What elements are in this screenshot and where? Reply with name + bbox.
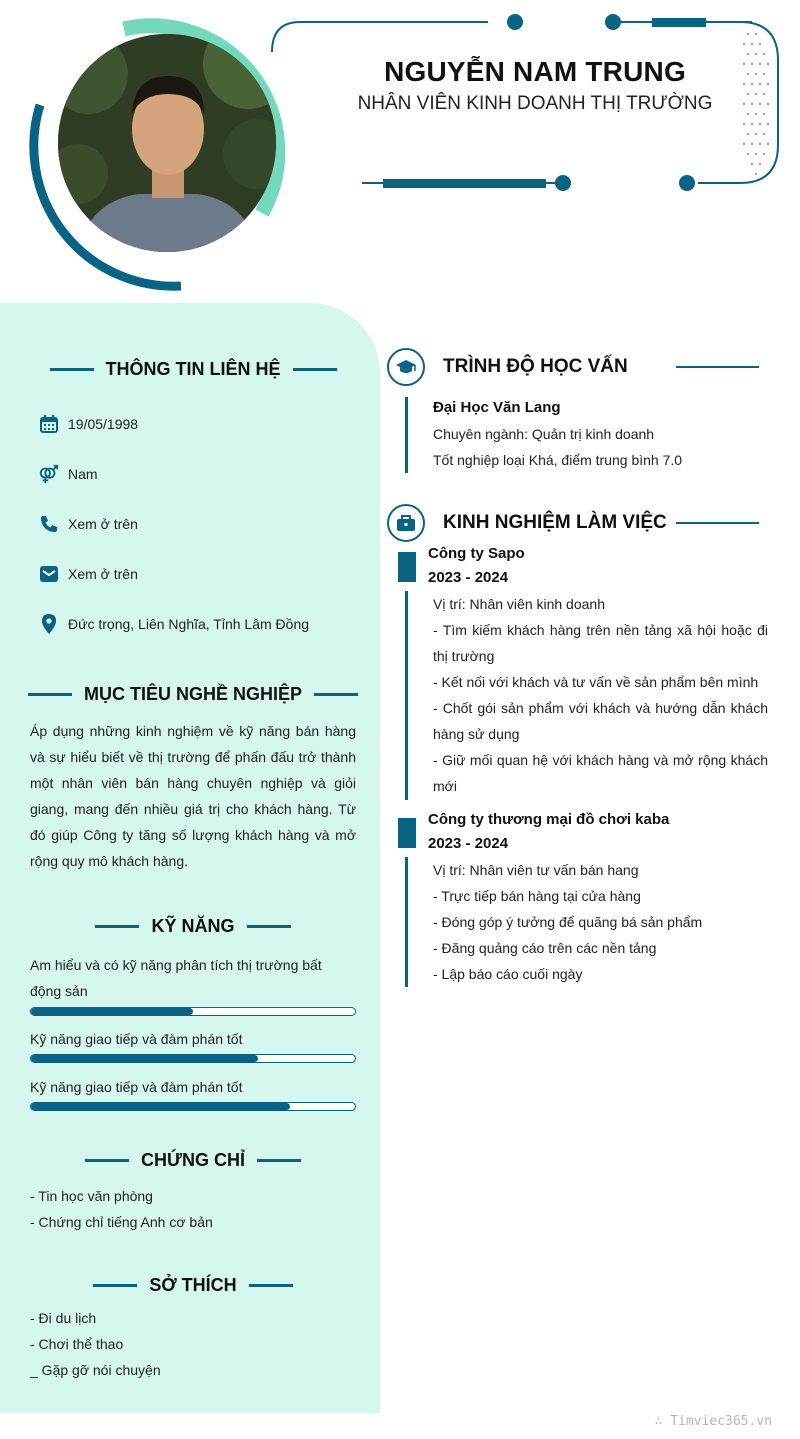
job-line: - Tìm kiếm khách hàng trên nền tảng xã hội hoặc đi thị trường [433, 622, 768, 664]
list-item: - Chứng chỉ tiếng Anh cơ bản [30, 1214, 213, 1230]
experience-section-title [387, 503, 667, 543]
title-rule [85, 1159, 129, 1162]
address-value: Đức trọng, Liên Nghĩa, Tỉnh Lâm Đồng [68, 616, 310, 632]
contact-title-text: THÔNG TIN LIÊN HỆ [105, 358, 281, 379]
experience-title-text: KINH NGHIỆM LÀM VIỆC [443, 512, 667, 533]
company-name: Công ty Sapo [428, 545, 525, 562]
job-period: 2023 - 2024 [428, 569, 509, 586]
certificates-list [30, 1183, 213, 1235]
job-line: - Chốt gói sản phẩm với khách và hướng dẫn khách hàng sử dụng [433, 700, 768, 742]
job-details [433, 857, 768, 987]
full-name: NGUYỄN NAM TRUNG [384, 56, 686, 87]
contact-phone [38, 512, 138, 536]
title-rule [314, 693, 358, 696]
education-section-title [387, 347, 628, 387]
skill-bar-fill [31, 1103, 290, 1110]
list-item: - Đi du lịch [30, 1310, 97, 1326]
briefcase-icon [387, 504, 425, 542]
location-icon [38, 613, 60, 635]
job-line: - Trực tiếp bán hàng tại cửa hàng [433, 888, 641, 904]
title-rule [257, 1159, 301, 1162]
job-line: - Giữ mối quan hệ với khách hàng và mở rộng khách mới [433, 752, 768, 794]
objective-text: Áp dụng những kinh nghiệm về kỹ năng bán hàng và sự hiểu biết về thị trường để phấn đấu trở thành một nhân viên bán hàng chuyên nghiệp và giỏi giang, mang đến nhiều giá trị cho khách hàng. Từ đó giúp Công ty tăng số lượng khách hàng và mở rộng quy mô khách hàng. [30, 723, 356, 869]
phone-value: Xem ở trên [68, 516, 138, 532]
skills-title-text: KỸ NĂNG [151, 915, 235, 936]
skill-bar [30, 1007, 356, 1016]
gender-value: Nam [68, 466, 98, 482]
phone-icon [38, 513, 60, 535]
school-name: Đại Học Văn Lang [433, 399, 561, 416]
contact-address [38, 612, 309, 636]
email-icon [38, 563, 60, 585]
job-title: NHÂN VIÊN KINH DOANH THỊ TRƯỜNG [357, 93, 713, 114]
title-rule [676, 366, 759, 368]
company-name: Công ty thương mại đồ chơi kaba [428, 811, 670, 828]
title-rule [93, 1284, 137, 1287]
job-period: 2023 - 2024 [428, 835, 509, 852]
contact-gender [38, 462, 98, 486]
title-rule [293, 368, 337, 371]
avatar-photo [58, 34, 276, 252]
title-rule [249, 1284, 293, 1287]
title-rule [95, 925, 139, 928]
list-item: - Tin học văn phòng [30, 1188, 153, 1204]
job-line: Vị trí: Nhân viên tư vấn bán hang [433, 862, 639, 878]
job-line: Vị trí: Nhân viên kinh doanh [433, 596, 605, 612]
job-line: - Lập báo cáo cuối ngày [433, 966, 583, 982]
list-item: _ Gặp gỡ nói chuyện [30, 1362, 161, 1378]
job-line: - Kết nối với khách và tư vấn về sản phẩm bên mình [433, 674, 759, 690]
email-value: Xem ở trên [68, 566, 138, 582]
skill-label: Am hiểu và có kỹ năng phân tích thị trường bất động sản [30, 957, 322, 999]
education-timeline-line [405, 397, 408, 473]
skill-bar-fill [31, 1055, 258, 1062]
hobbies-title-text: SỞ THÍCH [149, 1274, 237, 1295]
skill-label: Kỹ năng giao tiếp và đàm phán tốt [30, 1031, 243, 1047]
list-item: - Chơi thể thao [30, 1336, 124, 1352]
skill-label: Kỹ năng giao tiếp và đàm phán tốt [30, 1079, 243, 1095]
education-major: Chuyên ngành: Quản trị kinh doanh [433, 426, 655, 442]
title-rule [28, 693, 72, 696]
job-timeline-line [405, 591, 408, 800]
contact-birthday [38, 412, 138, 436]
contact-section-title [30, 354, 356, 384]
skill-bar [30, 1054, 356, 1063]
skills-section-title [30, 911, 356, 941]
title-rule [676, 522, 759, 524]
objective-section-title [30, 679, 356, 709]
title-rule [50, 368, 94, 371]
education-title-text: TRÌNH ĐỘ HỌC VẤN [443, 356, 628, 377]
graduation-cap-icon [387, 348, 425, 386]
title-rule [247, 925, 291, 928]
hobbies-list [30, 1305, 161, 1383]
contact-email [38, 562, 138, 586]
job-marker [398, 552, 416, 582]
birthday-value: 19/05/1998 [68, 416, 139, 432]
header-name-block [300, 56, 770, 116]
job-details [433, 591, 768, 799]
hobbies-section-title [30, 1270, 356, 1300]
skill-bar-fill [31, 1008, 193, 1015]
job-marker [398, 818, 416, 848]
objective-title-text: MỤC TIÊU NGHỀ NGHIỆP [84, 683, 303, 704]
certificates-section-title [30, 1145, 356, 1175]
watermark-text: ∴ Timviec365.vn [654, 1414, 772, 1429]
calendar-icon [38, 413, 60, 435]
gender-icon [38, 463, 60, 485]
certificates-title-text: CHỨNG CHỈ [141, 1149, 245, 1170]
skill-bar [30, 1102, 356, 1111]
job-line: - Đóng góp ý tưởng để quãng bá sản phẩm [433, 914, 703, 930]
education-grade: Tốt nghiệp loại Khá, điểm trung bình 7.0 [433, 452, 683, 468]
job-timeline-line [405, 857, 408, 987]
job-line: - Đăng quảng cáo trên các nền tảng [433, 940, 657, 956]
